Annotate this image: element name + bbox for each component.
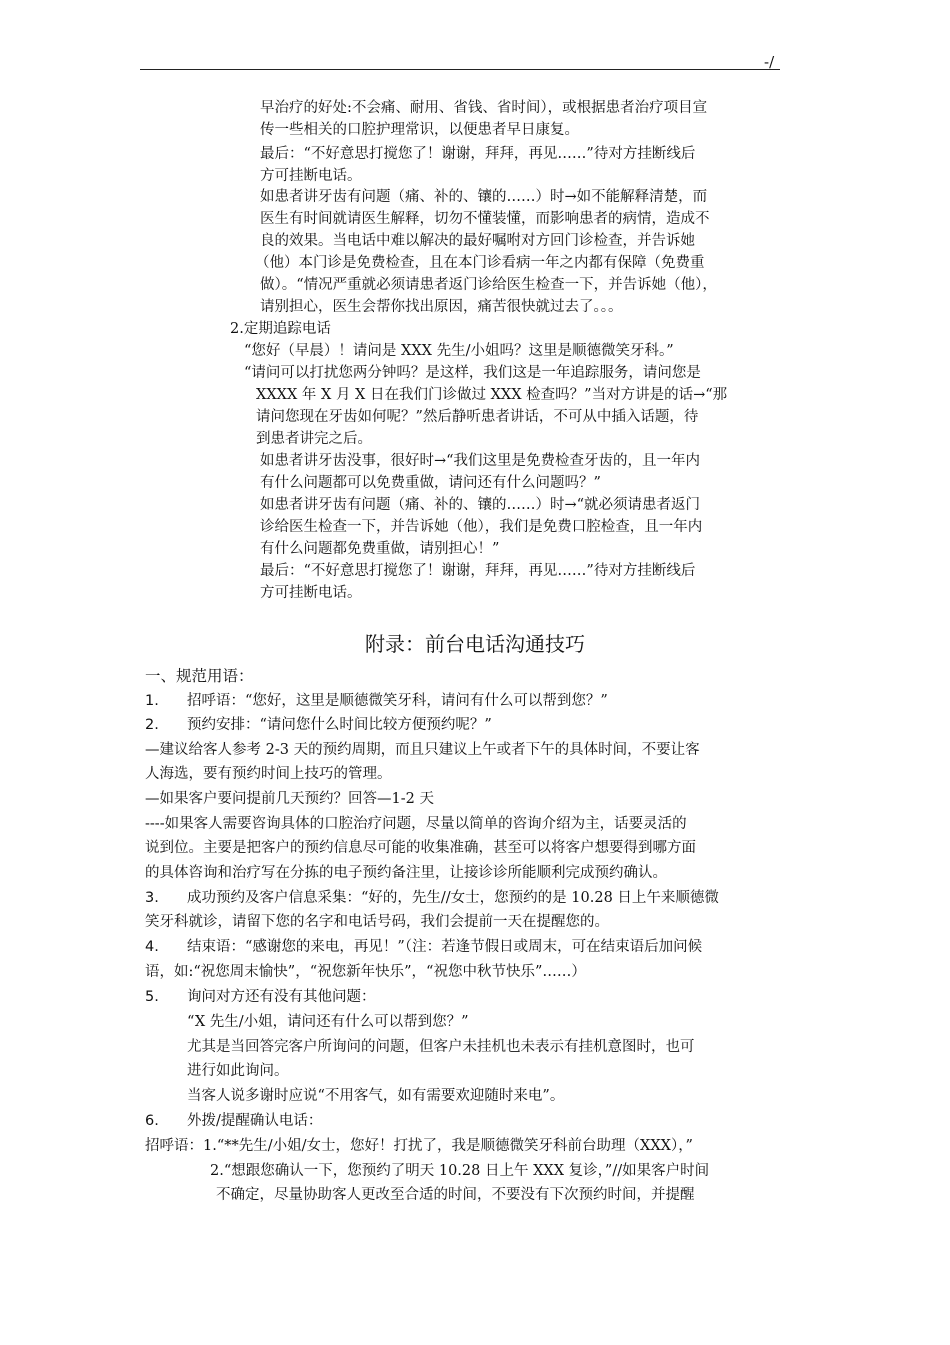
list-number: 6. bbox=[145, 1113, 159, 1129]
page-header-mark: -/ bbox=[764, 53, 775, 71]
paragraph-line: 方可挂断电话。 bbox=[260, 168, 362, 184]
paragraph-line: 请别担心，医生会帮你找出原因，痛苦很快就过去了。。。 bbox=[260, 299, 623, 315]
note-line: 人海选，要有预约时间上技巧的管理。 bbox=[145, 766, 392, 782]
list-sub-line: 2.“想跟您确认一下，您预约了明天 10.28 日上午 XXX 复诊，”//如果客户时间 bbox=[210, 1163, 710, 1179]
list-item bbox=[145, 887, 719, 909]
list-text: 招呼语：“您好，这里是顺德微笑牙科，请问有什么可以帮到您？” bbox=[187, 693, 608, 709]
paragraph-line: 诊给医生检查一下，并告诉她（他），我们是免费口腔检查，且一年内 bbox=[260, 519, 703, 535]
paragraph-line: 做）。“情况严重就必须请患者返门诊给医生检查一下，并告诉她（他）， bbox=[260, 277, 717, 293]
paragraph-line: 早治疗的好处:不会痛、耐用、省钱、省时间），或根据患者治疗项目宣 bbox=[260, 100, 708, 116]
paragraph-line: 如患者讲牙齿有问题（痛、补的、镶的……）时→“就必须请患者返门 bbox=[260, 497, 701, 513]
list-sub-line: 进行如此询问。 bbox=[187, 1063, 289, 1079]
note-line: 的具体咨询和治疗写在分拣的电子预约备注里，让接诊诊所能顺利完成预约确认。 bbox=[145, 865, 667, 881]
paragraph-line: 最后：“不好意思打搅您了！谢谢，拜拜，再见……”待对方挂断线后 bbox=[260, 563, 696, 579]
list-text: 外拨/提醒确认电话： bbox=[187, 1113, 323, 1129]
list-text: 成功预约及客户信息采集：“好的，先生//女士，您预约的是 10.28 日上午来顺德微 bbox=[187, 890, 719, 906]
list-item bbox=[145, 986, 376, 1008]
paragraph-line: XXXX 年 X 月 X 日在我们门诊做过 XXX 检查吗？”当对方讲是的话→“那 bbox=[256, 387, 728, 403]
header-rule bbox=[140, 69, 780, 70]
list-continuation: 笑牙科就诊，请留下您的名字和电话号码，我们会提前一天在提醒您的。 bbox=[145, 914, 609, 930]
list-number: 5. bbox=[145, 989, 159, 1005]
appendix-sub-heading: 一、规范用语： bbox=[145, 667, 254, 685]
paragraph-line: 良的效果。当电话中难以解决的最好嘱咐对方回门诊检查，并告诉她 bbox=[260, 233, 695, 249]
paragraph-line: 到患者讲完之后。 bbox=[256, 431, 372, 447]
paragraph-line: 如患者讲牙齿有问题（痛、补的、镶的……）时→如不能解释清楚，而 bbox=[260, 189, 708, 205]
note-line: —如果客户要问提前几天预约？回答—1-2 天 bbox=[145, 791, 434, 807]
note-line: 说到位。主要是把客户的预约信息尽可能的收集准确，甚至可以将客户想要得到哪方面 bbox=[145, 840, 696, 856]
list-text: 预约安排：“请问您什么时间比较方便预约呢？” bbox=[187, 717, 492, 733]
list-item bbox=[145, 714, 492, 736]
list-sub-line: “X 先生/小姐，请问还有什么可以帮到您？” bbox=[187, 1014, 469, 1030]
list-sub-line: 招呼语：1.“**先生/小姐/女士，您好！打扰了，我是顺德微笑牙科前台助理（XXX），” bbox=[145, 1138, 693, 1154]
paragraph-line: 方可挂断电话。 bbox=[260, 585, 362, 601]
list-text: 询问对方还有没有其他问题： bbox=[187, 989, 376, 1005]
list-item bbox=[145, 690, 608, 712]
list-text: 结束语：“感谢您的来电，再见！”（注：若逢节假日或周末，可在结束语后加问候 bbox=[187, 939, 703, 955]
list-number: 3. bbox=[145, 890, 159, 906]
paragraph-line: 传一些相关的口腔护理常识，以便患者早日康复。 bbox=[260, 122, 579, 138]
paragraph-line: 医生有时间就请医生解释，切勿不懂装懂，而影响患者的病情，造成不 bbox=[260, 211, 710, 227]
list-number: 1. bbox=[145, 693, 159, 709]
list-sub-line: 尤其是当回答完客户所询问的问题，但客户未挂机也未表示有挂机意图时，也可 bbox=[187, 1039, 695, 1055]
paragraph-line: 有什么问题都可以免费重做，请问还有什么问题吗？” bbox=[260, 475, 601, 491]
list-number: 2. bbox=[145, 717, 159, 733]
section-heading: 2.定期追踪电话 bbox=[230, 321, 331, 337]
list-number: 4. bbox=[145, 939, 159, 955]
list-sub-line: 当客人说多谢时应说“不用客气，如有需要欢迎随时来电”。 bbox=[187, 1088, 565, 1104]
list-item bbox=[145, 1110, 322, 1132]
list-sub-line: 不确定，尽量协助客人更改至合适的时间，不要没有下次预约时间，并提醒 bbox=[216, 1187, 695, 1203]
paragraph-line: 请问您现在牙齿如何呢？”然后静听患者讲话，不可从中插入话题，待 bbox=[256, 409, 699, 425]
paragraph-line: 如患者讲牙齿没事，很好时→“我们这里是免费检查牙齿的，且一年内 bbox=[260, 453, 701, 469]
paragraph-line: “您好（早晨）！请问是 XXX 先生/小姐吗？这里是顺德微笑牙科。” bbox=[244, 343, 674, 359]
paragraph-line: “请问可以打扰您两分钟吗？是这样，我们这是一年追踪服务，请问您是 bbox=[244, 365, 701, 381]
note-line: —建议给客人参考 2-3 天的预约周期，而且只建议上午或者下午的具体时间，不要让客 bbox=[145, 742, 700, 758]
paragraph-line: （他）本门诊是免费检查，且在本门诊看病一年之内都有保障（免费重 bbox=[255, 255, 705, 271]
appendix-title: 附录：前台电话沟通技巧 bbox=[365, 632, 585, 656]
paragraph-line: 最后：“不好意思打搅您了！谢谢，拜拜，再见……”待对方挂断线后 bbox=[260, 146, 696, 162]
list-item bbox=[145, 936, 702, 958]
paragraph-line: 有什么问题都免费重做，请别担心！” bbox=[260, 541, 500, 557]
list-continuation: 语，如:“祝您周末愉快”，“祝您新年快乐”，“祝您中秋节快乐”……） bbox=[145, 964, 586, 980]
note-line: ----如果客人需要咨询具体的口腔治疗问题，尽量以简单的咨询介绍为主，话要灵活的 bbox=[145, 816, 687, 832]
